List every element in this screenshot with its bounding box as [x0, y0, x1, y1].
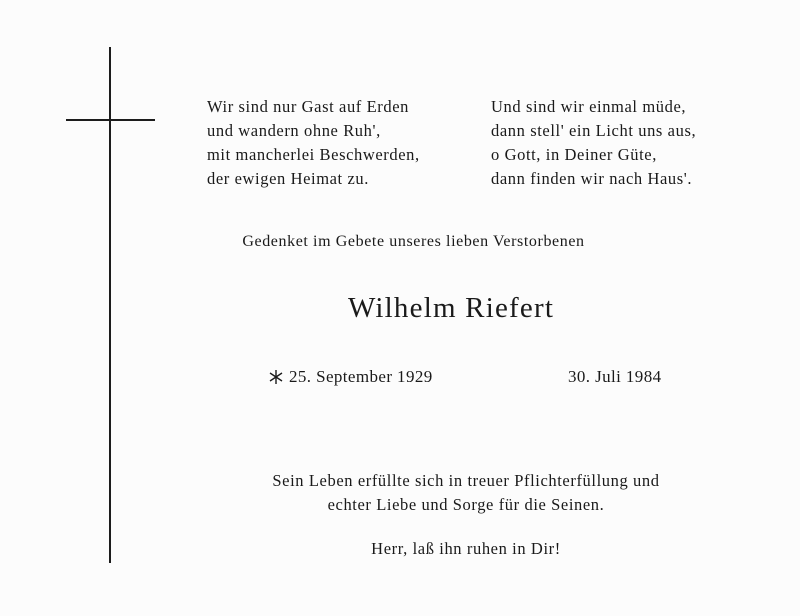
poem-line: dann finden wir nach Haus'.	[491, 169, 693, 188]
poem-line: der ewigen Heimat zu.	[207, 169, 369, 188]
remembrance-intro: Gedenket im Gebete unseres lieben Verstorbenen	[242, 233, 585, 250]
deceased-name: Wilhelm Riefert	[348, 292, 555, 324]
cross-horizontal-bar	[66, 119, 155, 121]
poem-line: mit mancherlei Beschwerden,	[207, 145, 420, 164]
tribute-text	[0, 469, 800, 517]
tribute-line: Sein Leben erfüllte sich in treuer Pflichterfüllung und	[272, 471, 660, 490]
poem-left-stanza	[207, 95, 420, 191]
birth-date: 25. September 1929	[289, 367, 433, 386]
poem-right-stanza	[491, 95, 696, 191]
birth-info	[267, 367, 433, 387]
closing-prayer: Herr, laß ihn ruhen in Dir!	[371, 539, 561, 558]
death-date: 30. Juli 1984	[568, 367, 662, 386]
poem-line: Und sind wir einmal müde,	[491, 97, 687, 116]
poem-line: und wandern ohne Ruh',	[207, 121, 381, 140]
tribute-line: echter Liebe und Sorge für die Seinen.	[327, 495, 605, 514]
poem-line: Wir sind nur Gast auf Erden	[207, 97, 410, 116]
poem-line: o Gott, in Deiner Güte,	[491, 145, 657, 164]
birth-star-icon	[267, 368, 285, 386]
poem-line: dann stell' ein Licht uns aus,	[491, 121, 697, 140]
